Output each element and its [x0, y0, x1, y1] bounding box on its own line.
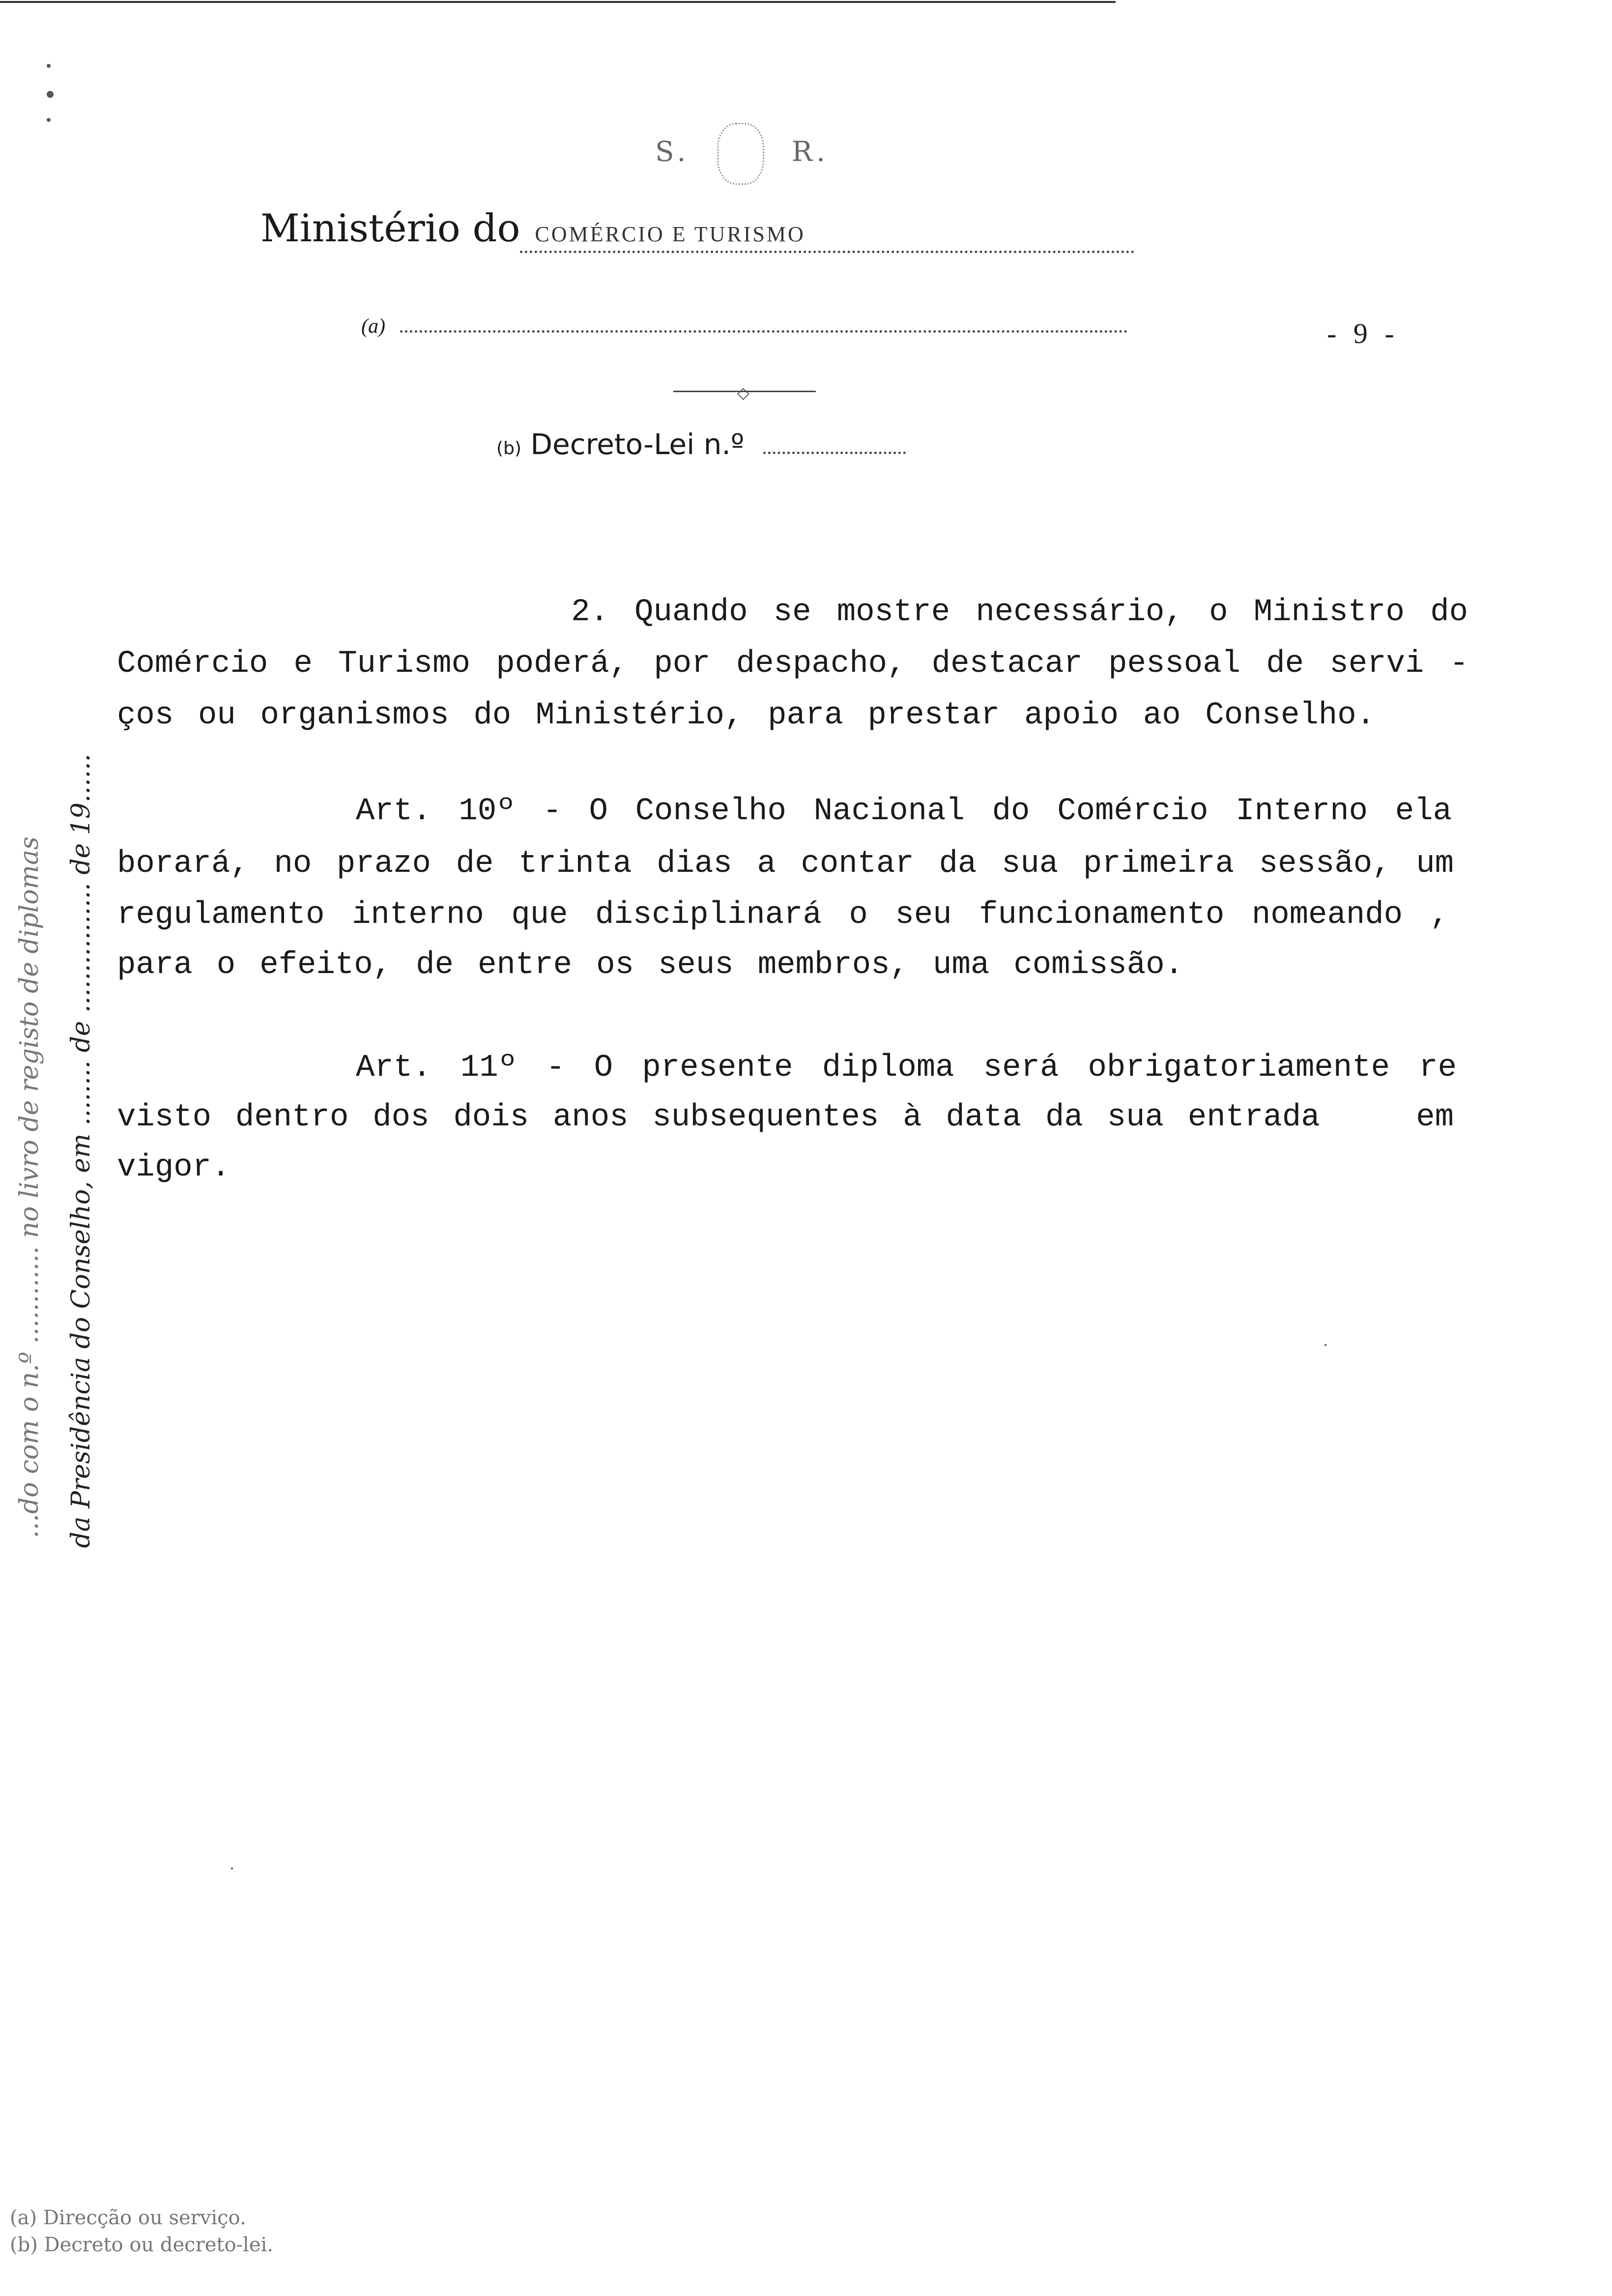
speck — [1324, 1344, 1326, 1346]
ministry-heading — [260, 206, 1134, 253]
decree-line — [496, 428, 906, 461]
article-10-line: borará, no prazo de trinta dias a contar da sua primeira sessão, um — [117, 846, 1454, 882]
article-10-line: para o efeito, de entre os seus membros, uma comissão. — [117, 947, 1183, 983]
divider-ornament-icon: ◇ — [737, 384, 749, 402]
punch-mark — [47, 64, 51, 68]
seal-text-right: R. — [791, 136, 829, 168]
speck — [231, 1867, 233, 1869]
article-11-line: visto dentro dos dois anos subsequentes à data da sua entrada em — [117, 1100, 1454, 1135]
punch-mark — [47, 118, 51, 122]
top-border-line — [0, 1, 1116, 3]
article-11-line: Art. 11º - O presente diploma será obrigatoriamente re — [356, 1050, 1457, 1086]
paragraph-line: Comércio e Turismo poderá, por despacho, destacar pessoal de servi - — [117, 646, 1468, 682]
page-number: - 9 - — [1327, 317, 1399, 349]
ministry-name: COMÉRCIO E TURISMO — [535, 222, 806, 246]
decree-label: Decreto-Lei n.º — [530, 428, 745, 461]
margin-registry-line-2: da Presidência do Conselho, em ........ de ................ de 19...... — [66, 753, 96, 1548]
paragraph-line: ços ou organismos do Ministério, para prestar apoio ao Conselho. — [117, 698, 1375, 733]
ministry-label: Ministério do — [260, 206, 520, 251]
margin-registry-line-1: ...do com o n.º ............ no livro de registo de diplomas — [15, 836, 44, 1538]
decree-prefix: (b) — [496, 438, 521, 459]
article-11-line: vigor. — [117, 1150, 230, 1185]
footnote-a: (a) Direcção ou serviço. — [10, 2207, 246, 2229]
coat-of-arms-icon — [717, 123, 764, 185]
paragraph-line: 2. Quando se mostre necessário, o Ministro do — [571, 595, 1468, 630]
article-10-line: Art. 10º - O Conselho Nacional do Comércio Interno ela — [356, 794, 1452, 829]
ministry-field — [520, 206, 1134, 253]
service-label: (a) — [361, 315, 385, 338]
decree-number-field — [763, 452, 906, 454]
letterhead-seal — [624, 123, 860, 192]
service-field — [400, 330, 1127, 333]
punch-mark — [47, 91, 54, 98]
service-line — [361, 315, 1127, 338]
footnote-b: (b) Decreto ou decreto-lei. — [10, 2234, 274, 2256]
article-10-line: regulamento interno que disciplinará o seu funcionamento nomeando , — [117, 897, 1449, 933]
seal-text-left: S. — [655, 136, 690, 168]
